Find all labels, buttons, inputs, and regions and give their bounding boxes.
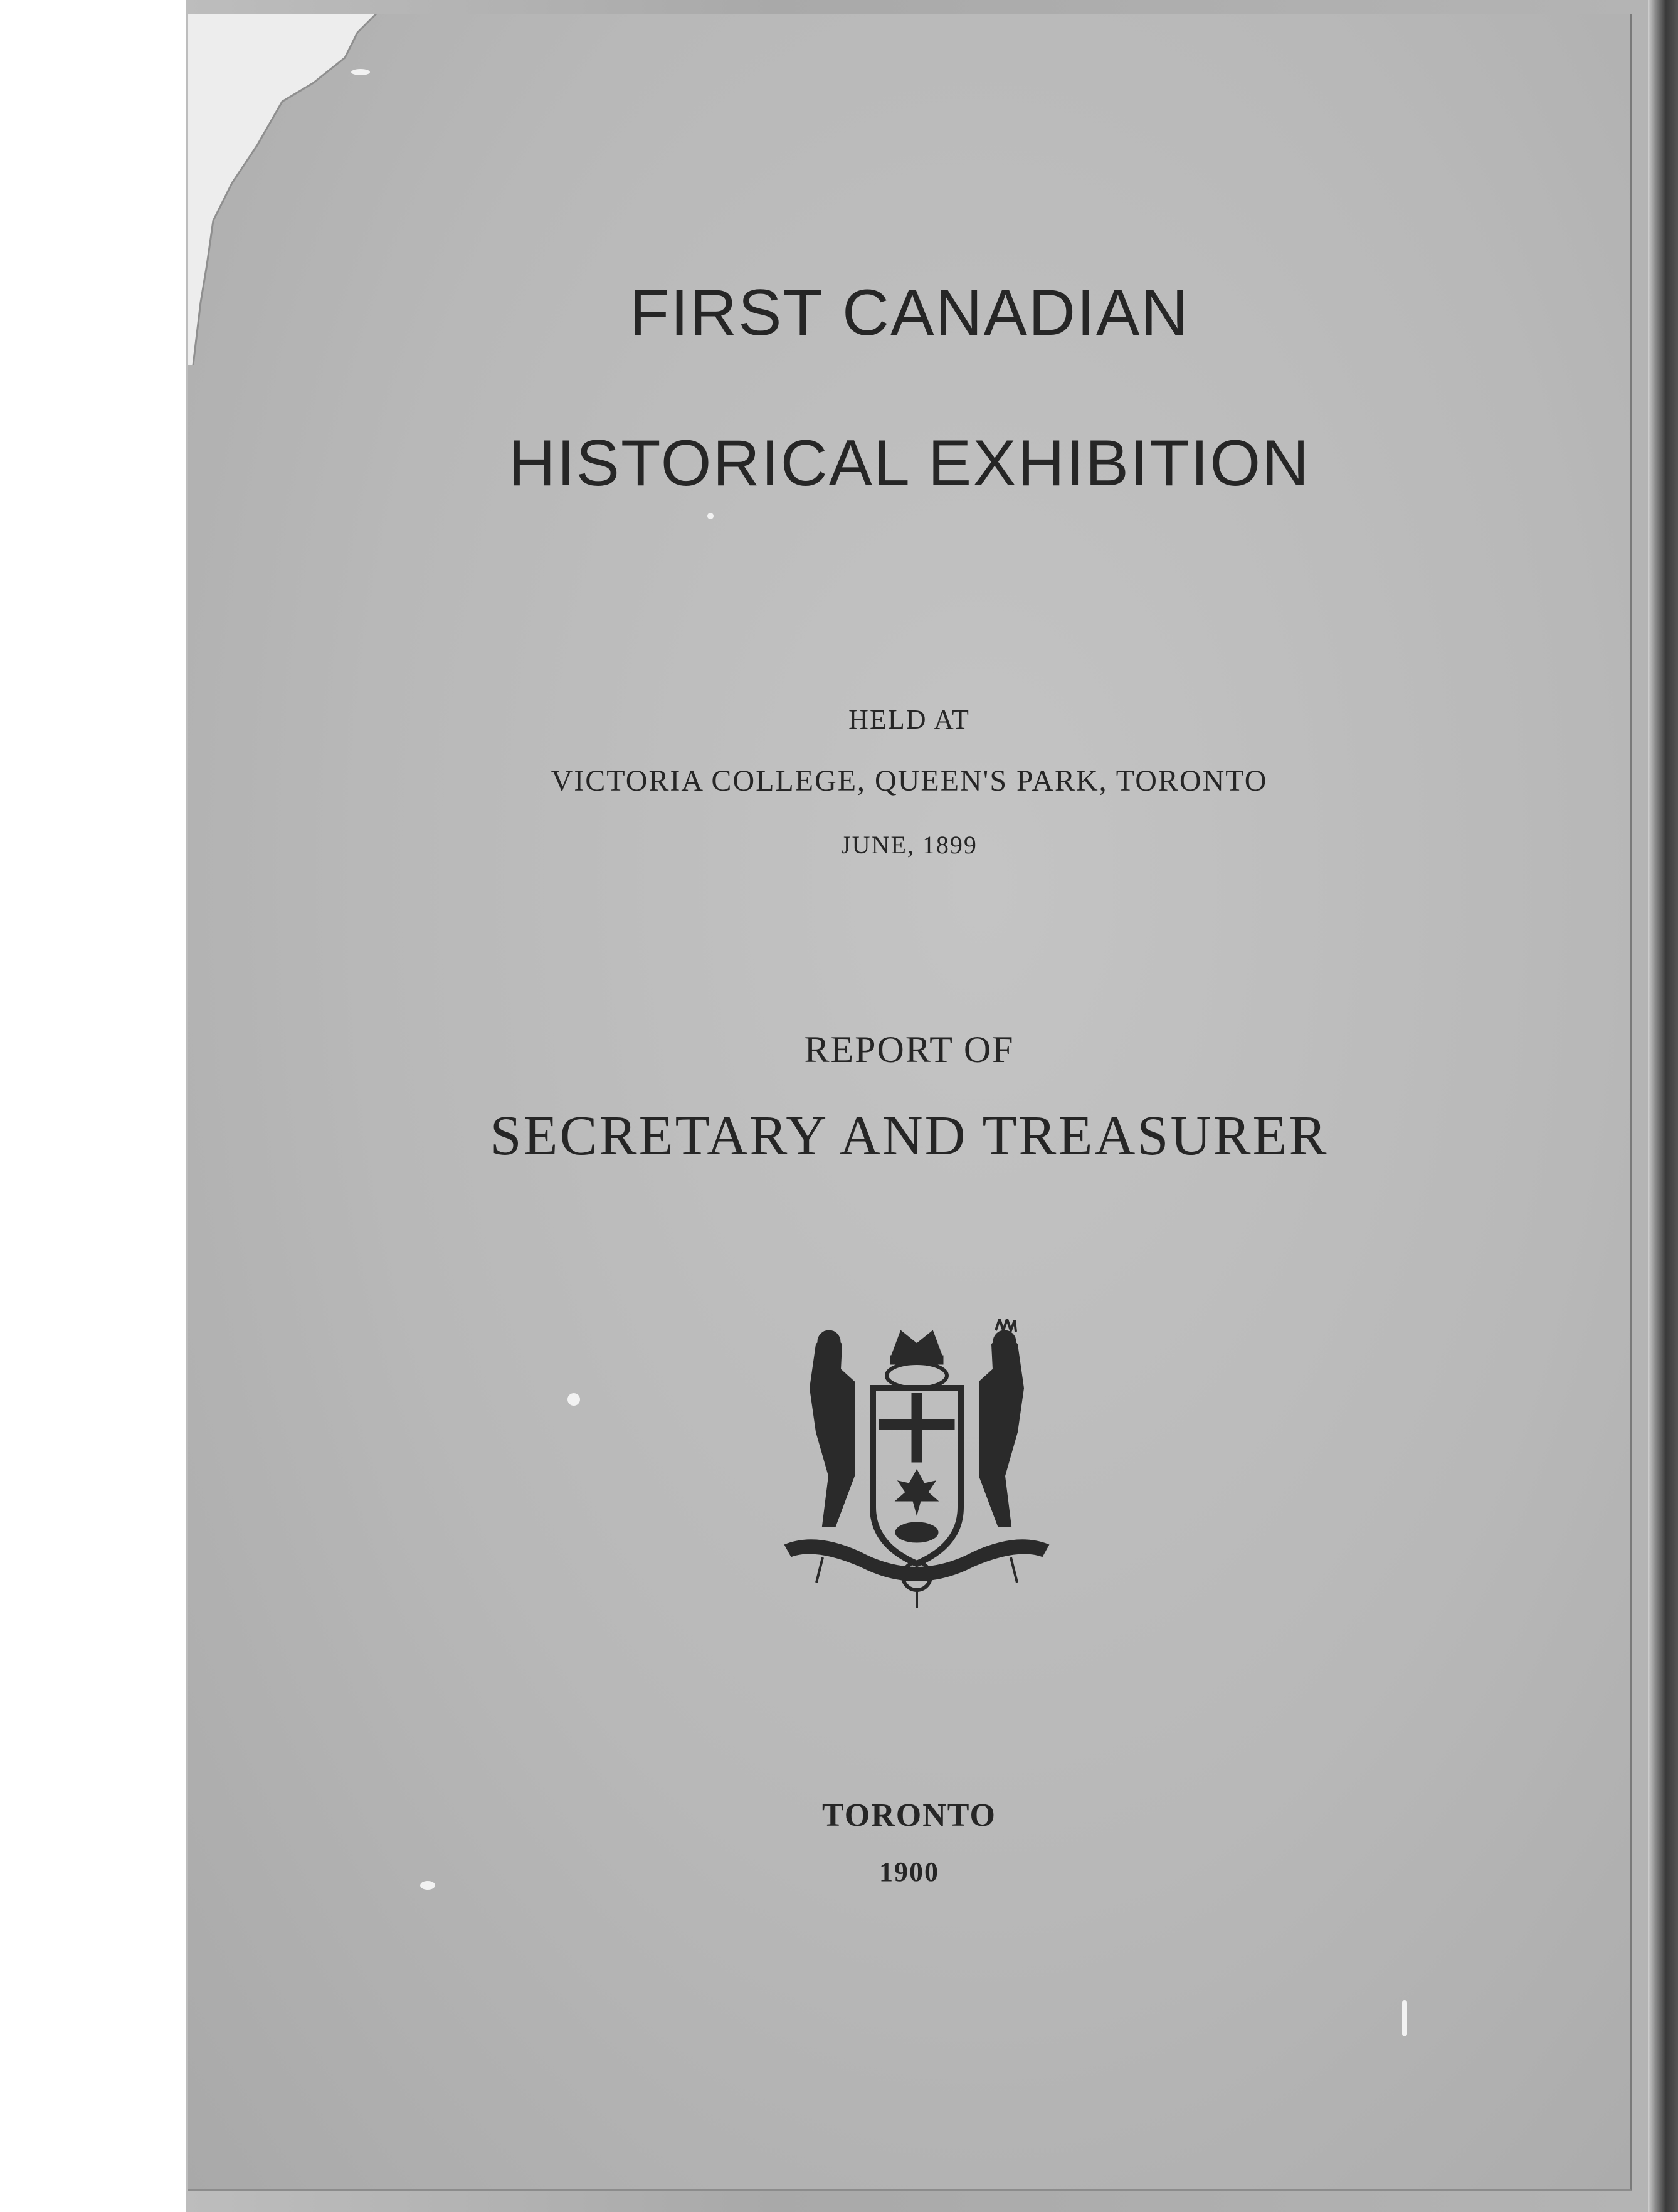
held-at-label: HELD AT — [848, 704, 970, 735]
report-of-label: REPORT OF — [804, 1029, 1015, 1070]
title-line-2: HISTORICAL EXHIBITION — [508, 427, 1311, 500]
paper-speck — [1402, 2000, 1407, 2036]
report-subject: SECRETARY AND TREASURER — [490, 1105, 1329, 1167]
exhibition-date: JUNE, 1899 — [841, 831, 978, 859]
paper-speck — [567, 1393, 580, 1406]
title-line-1: FIRST CANADIAN — [629, 276, 1190, 349]
paper-speck — [707, 513, 714, 519]
venue-line: VICTORIA COLLEGE, QUEEN'S PARK, TORONTO — [551, 764, 1268, 798]
paper-speck — [351, 69, 370, 75]
scan-edge-shadow — [1648, 0, 1678, 2212]
publication-place: TORONTO — [822, 1798, 996, 1833]
coat-of-arms-icon — [766, 1319, 1067, 1608]
publication-year: 1900 — [879, 1856, 939, 1887]
